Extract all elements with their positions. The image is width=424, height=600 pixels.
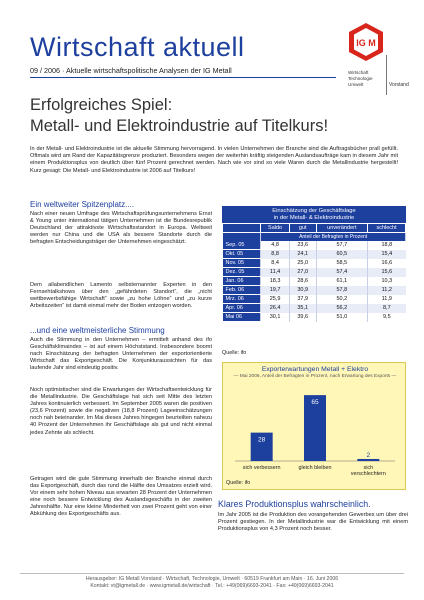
headline: [30, 95, 328, 137]
chart-data-label: 2: [366, 451, 371, 459]
table-cell: 11,2: [368, 286, 406, 295]
section1-p2: Dem allabendlichen Lamento selbsternannter Experten in den Fernsehtalkshows über den „gefährdeten Standort“, die „nicht wettbewerbsfähige Wirtschaft“ sowie „zu hohe Löhne“ und „zu kurze Arbeitszeiten“ ist damit einmal mehr der Boden entzogen worden.: [30, 282, 212, 310]
footer-line2: Kontakt: vt@igmetall.de · www.igmetall.de/wirtschaft · Tel.: +49(069)6693-2041 · Fax: +49(069)6693-2041: [90, 582, 334, 589]
table-cell: 50,2: [316, 295, 368, 304]
table-row-label: Apr. 06: [223, 304, 261, 313]
table-header-schlecht: schlecht: [368, 224, 406, 233]
chart-data-label: 28: [258, 436, 266, 444]
table-row-label: Feb. 06: [223, 286, 261, 295]
chart-plot: [223, 363, 407, 491]
table-row: [223, 250, 406, 259]
table-cell: 58,5: [316, 259, 368, 268]
table-cell: 16,6: [368, 259, 406, 268]
table-cell: 4,8: [261, 241, 290, 250]
table-row: [223, 313, 406, 322]
logo-letters: IG M: [356, 38, 376, 48]
table-source: Quelle: ifo: [222, 350, 247, 356]
table-title-line1: Einschätzung der Geschäftslage: [272, 208, 356, 214]
table-cell: 24,1: [289, 250, 316, 259]
table-header-unveraendert: unverändert: [316, 224, 368, 233]
table-cell: 39,6: [289, 313, 316, 322]
business-situation-table: [222, 206, 406, 322]
chart-source: Quelle: ifo: [226, 480, 251, 486]
table-cell: 19,7: [261, 286, 290, 295]
table-cell: 27,0: [289, 268, 316, 277]
table-row: [223, 277, 406, 286]
table-cell: 25,9: [261, 295, 290, 304]
intro-paragraph: In der Metall- und Elektroindustrie ist die aktuelle Stimmung hervorragend. In vielen Unternehmen der Branche sind die Auftragsbücher prall gefüllt. Oftmals wird am Rand der Kapazitätsgrenze produziert. Besonders wegen der weiterhin kräftig steigenden Auslandsaufträge kam in diesem Jahr mit einem Produktionsplus von deutlich über fünf Prozent gerechnet werden. Nach wie vor sind so viele Waren durch die Metallindustrie hergestellt! Kurz gesagt: Die Metall- und Elektroindustrie ist 2006 auf Titelkurs!: [30, 146, 398, 174]
masthead-title: Wirtschaft aktuell: [30, 32, 245, 62]
headline-line1: Erfolgreiches Spiel:: [30, 96, 173, 114]
chart-bar: [357, 459, 379, 461]
table-row: [223, 286, 406, 295]
table-cell: 8,7: [368, 304, 406, 313]
table-cell: 11,4: [261, 268, 290, 277]
table-row-label: Jan. 06: [223, 277, 261, 286]
table-row: [223, 241, 406, 250]
table-cell: 18,3: [261, 277, 290, 286]
table-cell: 37,9: [289, 295, 316, 304]
table-cell: 28,6: [289, 277, 316, 286]
table-cell: 25,0: [289, 259, 316, 268]
table-subhead: Anteil der Befragten in Prozent: [261, 233, 406, 242]
table-cell: 26,4: [261, 304, 290, 313]
table-cell: 57,7: [316, 241, 368, 250]
section2-p3: Getragen wird die gute Stimmung innerhalb der Branche einmal durch das Exportgeschäft, durch das rund die Hälfte des Umsatzes erzielt wird. Vor einem sehr hohen Niveau aus erwarten 28 Prozent der Unternehmen eine noch bessere Entwicklung des Auslandsgeschäfts in der zweiten Jahreshälfte. Nur eine kleine Minderheit von zwei Prozent geht von einer Abkühlung des Exportgeschäfts aus.: [30, 476, 212, 518]
section2-p2: Noch optimistischer sind die Erwartungen der Wirtschaftsentwicklung für die Metallindustrie. Die Geschäftslage hat sich seit Mitte des letzten Jahres kontinuierlich verbessert. Im September 2005 waren die positiven (23,6 Prozent) sowie die negativen (18,8 Prozent) Lageeinschätzungen noch nah beieinander. Im Mai dieses Jahres hingegen beurteilten nahezu 40 Prozent der Unternehmen ihr Geschäftslage als gut und nicht einmal jedes Zehnte als schlecht.: [30, 387, 212, 436]
table-cell: 23,6: [289, 241, 316, 250]
section2-p1: Auch die Stimmung in den Unternehmen – ermittelt anhand des ifo Geschäftsklimaindex – ist auf einem Höchststand. Insbesondere boomt nach Einschätzung der befragten Unternehmen der exportorientierte Wirtschaft das Exportgeschäft. Die Konjunkturaussichten für das laufende Jahr sind eindeutig positiv.: [30, 337, 212, 372]
table-row-label: Mrz. 06: [223, 295, 261, 304]
table-cell: 9,5: [368, 313, 406, 322]
table-cell: 35,1: [289, 304, 316, 313]
section1-title: Ein weltweiter Spitzenplatz....: [30, 200, 135, 209]
table-title: [222, 206, 406, 223]
table-row-label: Dez. 05: [223, 268, 261, 277]
table-cell: 30,1: [261, 313, 290, 322]
section2-title: ...und eine weltmeisterliche Stimmung: [30, 326, 165, 335]
table-cell: 60,5: [316, 250, 368, 259]
table-cell: 56,2: [316, 304, 368, 313]
issue-line: 09 / 2006 · Aktuelle wirtschaftspolitische Analysen der IG Metall: [30, 66, 336, 78]
table-row: [223, 304, 406, 313]
table-cell: 57,4: [316, 268, 368, 277]
table-cell: 30,9: [289, 286, 316, 295]
chart-category-label: sich verbessern: [242, 465, 281, 471]
table-row: [223, 259, 406, 268]
chart-category-label: sich verschlechtern: [350, 465, 386, 477]
table-row: [223, 295, 406, 304]
export-expectations-chart: [222, 362, 406, 490]
table-cell: 15,6: [368, 268, 406, 277]
table-subhead-corner: [223, 233, 261, 242]
logo-caption: Wirtschaft Technologie Umwelt: [348, 70, 373, 87]
section1-p1: Nach einer neuen Umfrage des Wirtschaftsprüfungsunternehmens Ernst & Young unter international tätigen Unternehmen ist die Bundesrepublik Deutschland der attraktivste Wirtschaftsstandort in Europa. Weltweit werden nur China und die USA als bessere Standorte durch die befragten Entscheidungsträger der Unternehmen eingeschätzt.: [30, 211, 212, 246]
table-row-label: Sep. 05: [223, 241, 261, 250]
table-cell: 8,4: [261, 259, 290, 268]
footer-line1: Herausgeber: IG Metall Vorstand · Wirtschaft, Technologie, Umwelt · 60519 Frankfurt am Main · 16. Juni 2006: [85, 576, 339, 582]
logo-vorstand: Vorstand: [389, 82, 409, 88]
footer: [20, 573, 404, 589]
chart-data-label: 65: [311, 399, 319, 407]
table-cell: 51,0: [316, 313, 368, 322]
table-cell: 8,8: [261, 250, 290, 259]
table-grid: [222, 223, 406, 322]
headline-line2: Metall- und Elektroindustrie auf Titelkurs!: [30, 117, 329, 135]
table-row-label: Nov. 05: [223, 259, 261, 268]
table-row-label: Mai 06: [223, 313, 261, 322]
table-title-line2: in der Metall- & Elektroindustrie: [273, 215, 355, 221]
table-header-saldo: Saldo: [261, 224, 290, 233]
ig-metall-logo-icon: [346, 20, 386, 64]
table-row-label: Okt. 05: [223, 250, 261, 259]
chart-category-label: gleich bleiben: [298, 465, 332, 471]
table-cell: 11,9: [368, 295, 406, 304]
table-cell: 18,8: [368, 241, 406, 250]
chart-subtitle: — Mai 2006, Anteil der Befragten in Prozent, nach Erwartung des Exports —: [233, 374, 397, 379]
logo-divider: [386, 55, 387, 95]
chart-title: Exporterwartungen Metall + Elektro: [261, 366, 369, 373]
section3-text: Im Jahr 2005 ist die Produktion des vorangehenden Gewerbes um über drei Prozent gestiegen. In der Metallindustrie war die Entwicklung mit einem Produktionsplus von 4,3 Prozent noch besser.: [218, 512, 408, 533]
table-row: [223, 268, 406, 277]
table-cell: 15,4: [368, 250, 406, 259]
table-corner: [223, 224, 261, 233]
table-header-gut: gut: [289, 224, 316, 233]
section3-title: Klares Produktionsplus wahrscheinlich.: [218, 499, 371, 509]
table-cell: 10,3: [368, 277, 406, 286]
table-cell: 57,8: [316, 286, 368, 295]
table-cell: 61,1: [316, 277, 368, 286]
